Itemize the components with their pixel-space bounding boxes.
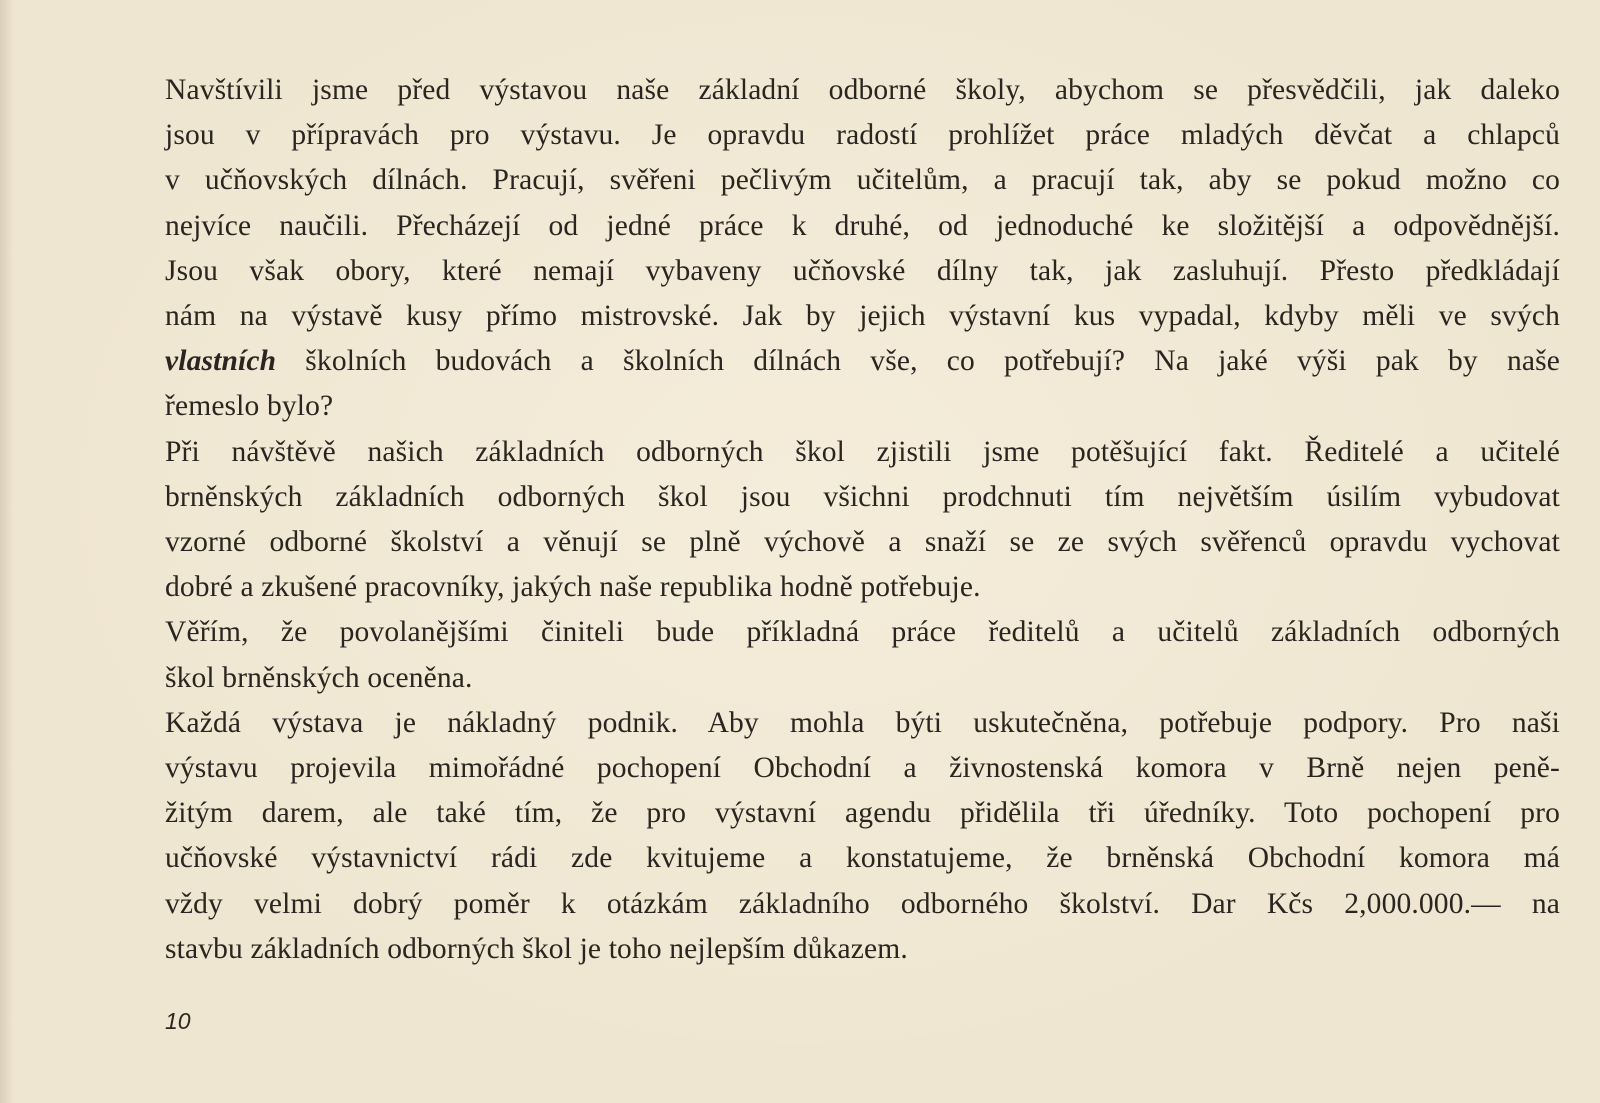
text-line: Věřím, že povolanějšími činiteli bude příkladná práce ředitelů a učitelů základních odborných <box>165 616 1560 649</box>
emphasized-word: vlastních <box>165 345 277 378</box>
text-line: Při návštěvě našich základních odborných škol zjistili jsme potěšující fakt. Ředitelé a učitelé <box>165 435 1560 468</box>
text-line-last: stavbu základních odborných škol je toho nejlepším důkazem. <box>165 932 908 965</box>
paragraph-1 <box>165 68 1560 430</box>
text-line-last: dobré a zkušené pracovníky, jakých naše republika hodně potřebuje. <box>165 571 981 604</box>
text-line: Navštívili jsme před výstavou naše základní odborné školy, abychom se přesvědčili, jak daleko <box>165 74 1560 106</box>
text-line: vzorné odborné školství a věnují se plně výchově a snaží se ze svých svěřenců opravdu vychovat <box>165 526 1560 559</box>
text-line: učňovské výstavnictví rádi zde kvitujeme a konstatujeme, že brněnská Obchodní komora má <box>165 842 1560 875</box>
text-line-with-emphasis <box>165 339 1560 384</box>
paragraph-3 <box>165 610 1560 700</box>
text-line: nám na výstavě kusy přímo mistrovské. Jak by jejich výstavní kus vypadal, kdyby měli ve svých <box>165 300 1560 333</box>
page-number: 10 <box>165 1008 191 1034</box>
text-line: Každá výstava je nákladný podnik. Aby mohla býti uskutečněna, potřebuje podpory. Pro naši <box>165 706 1560 739</box>
body-text <box>165 68 1560 972</box>
text-line: žitým darem, ale také tím, že pro výstavní agendu přidělila tři úředníky. Toto pochopení pro <box>165 797 1560 830</box>
text-line: výstavu projevila mimořádné pochopení Obchodní a živnostenská komora v Brně nejen peně- <box>165 752 1560 785</box>
text-line: nejvíce naučili. Přecházejí od jedné práce k druhé, od jednoduché ke složitější a odpovědnější. <box>165 209 1560 242</box>
text-line-last: škol brněnských oceněna. <box>165 661 473 694</box>
text-line: jsou v přípravách pro výstavu. Je opravdu radostí prohlížet práce mladých děvčat a chlapců <box>165 119 1560 152</box>
text-line-rest: školních budovách a školních dílnách vše, co potřebují? Na jaké výši pak by naše <box>276 345 1560 378</box>
text-line: Jsou však obory, které nemají vybaveny učňovské dílny tak, jak zasluhují. Přesto předkládají <box>165 254 1560 287</box>
text-line: vždy velmi dobrý poměr k otázkám základního odborného školství. Dar Kčs 2,000.000.— na <box>165 887 1560 920</box>
paragraph-4 <box>165 701 1560 972</box>
text-line: brněnských základních odborných škol jsou všichni prodchnuti tím největším úsilím vybudovat <box>165 480 1560 513</box>
text-line: v učňovských dílnách. Pracují, svěřeni pečlivým učitelům, a pracují tak, aby se pokud možno co <box>165 164 1560 197</box>
paragraph-2 <box>165 430 1560 611</box>
text-line-last: řemeslo bylo? <box>165 390 334 423</box>
page-edge-shadow <box>0 0 14 1103</box>
